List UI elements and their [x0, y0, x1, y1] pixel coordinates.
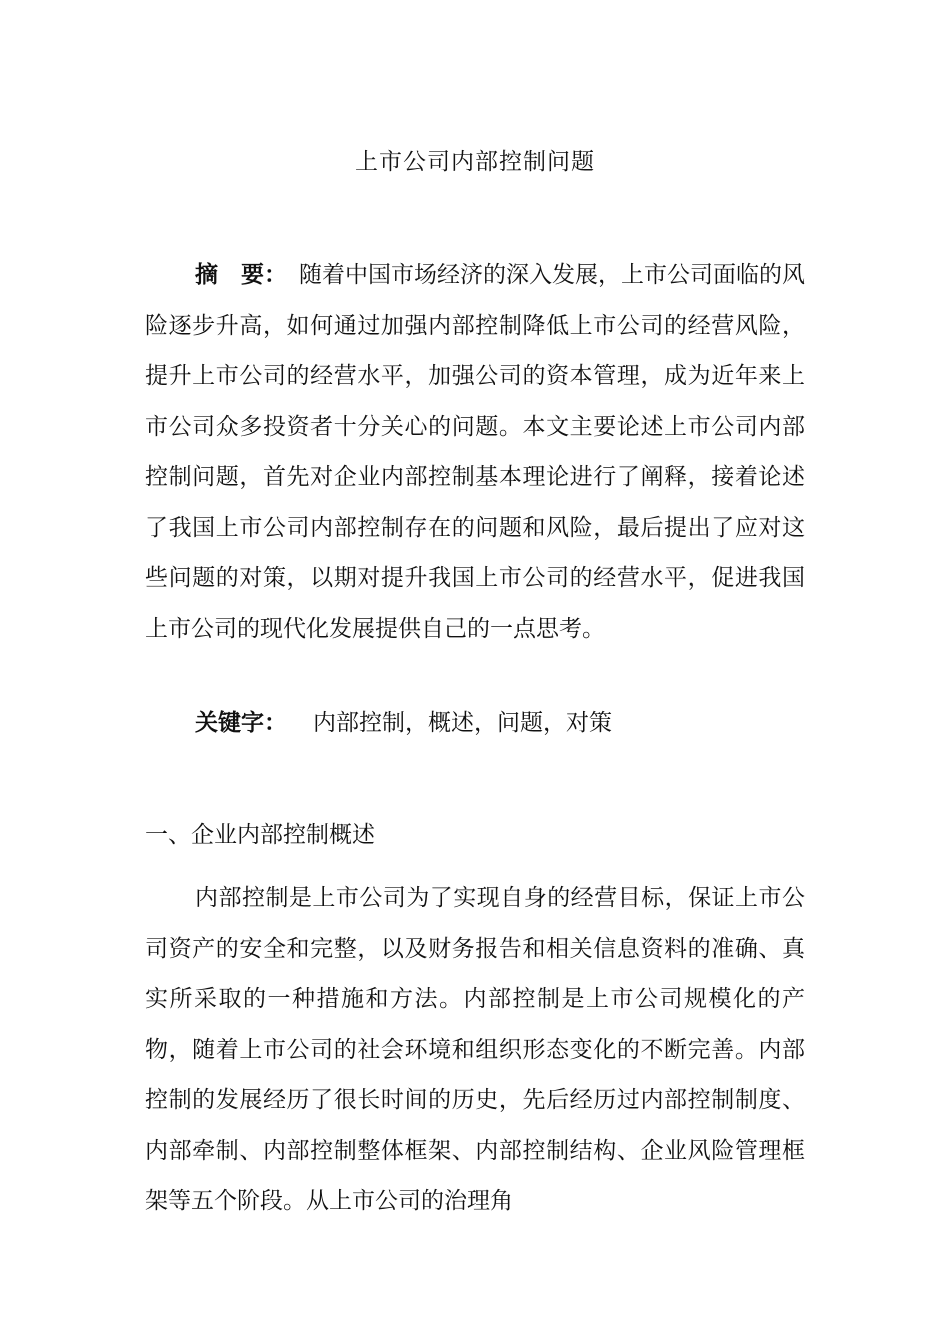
keywords-text: 内部控制，概述，问题，对策: [313, 710, 612, 736]
document-title: 上市公司内部控制问题: [355, 149, 595, 175]
keywords-line: [195, 699, 612, 747]
keywords-label: 关键字：: [195, 710, 287, 736]
section-body-paragraph: 内部控制是上市公司为了实现自身的经营目标，保证上市公司资产的安全和完整，以及财务报告和相关信息资料的准确、真实所采取的一种措施和方法。内部控制是上市公司规模化的产物，随着上市公司的社会环境和组织形态变化的不断完善。内部控制的发展经历了很长时间的历史，先后经历过内部控制制度、内部牵制、内部控制整体框架、内部控制结构、企业风险管理框架等五个阶段。从上市公司的治理角: [145, 885, 805, 1214]
abstract-label: 摘 要：: [195, 262, 287, 288]
section-heading: 一、企业内部控制概述: [145, 822, 375, 848]
abstract-paragraph: [145, 250, 805, 654]
abstract-text: 随着中国市场经济的深入发展，上市公司面临的风险逐步升高，如何通过加强内部控制降低上市公司的经营风险，提升上市公司的经营水平，加强公司的资本管理，成为近年来上市公司众多投资者十分关心的问题。本文主要论述上市公司内部控制问题，首先对企业内部控制基本理论进行了阐释，接着论述了我国上市公司内部控制存在的问题和风险，最后提出了应对这些问题的对策，以期对提升我国上市公司的经营水平，促进我国上市公司的现代化发展提供自己的一点思考。: [145, 262, 805, 642]
